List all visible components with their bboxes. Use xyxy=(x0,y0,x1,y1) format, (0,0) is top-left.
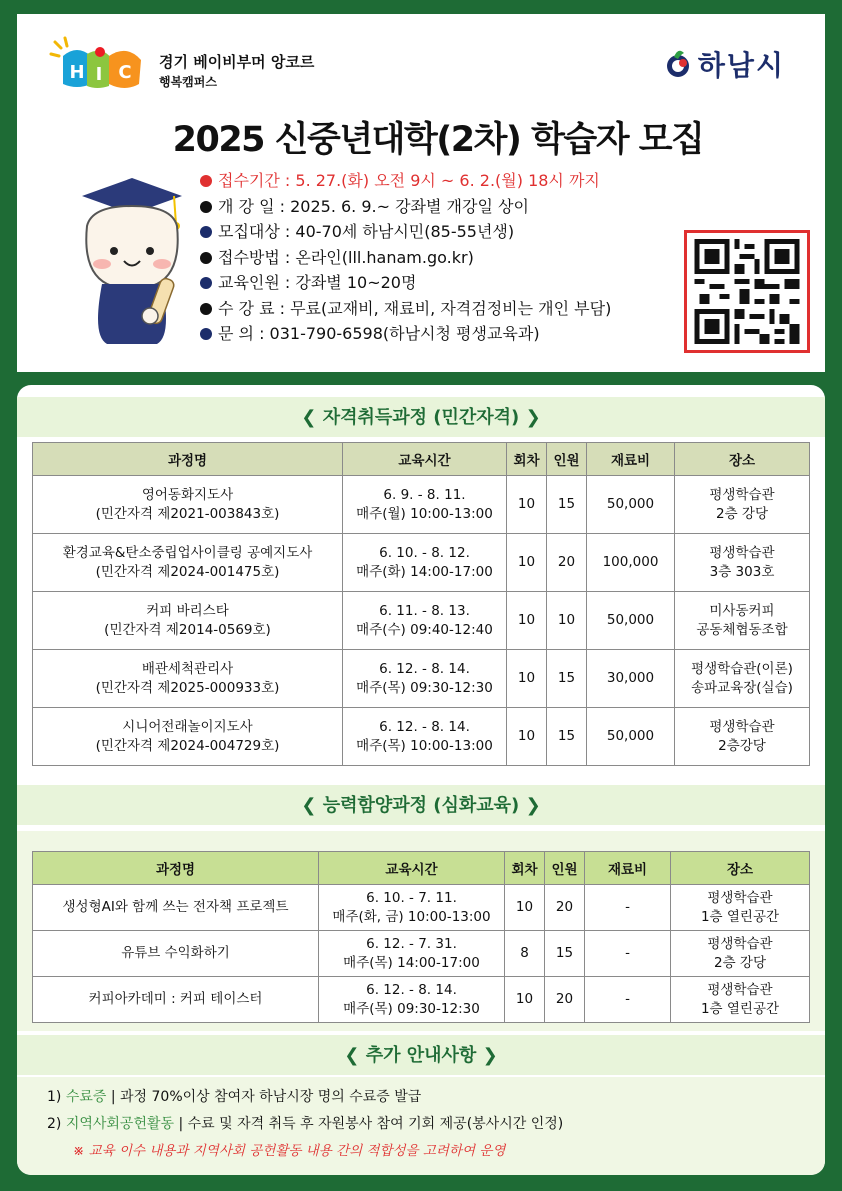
capacity-cell: 20 xyxy=(545,885,585,931)
info-row-period: 접수기간 : 5. 27.(화) 오전 9시 ~ 6. 2.(월) 18시 까지 xyxy=(200,168,611,194)
chevron-right-icon: ❯ xyxy=(525,407,541,428)
svg-text:C: C xyxy=(118,62,132,83)
table-row xyxy=(33,476,810,534)
capacity-cell: 15 xyxy=(547,708,587,766)
section3-title: ❮ 추가 안내사항 ❯ xyxy=(344,1045,498,1066)
info-row-tuition: 수 강 료 : 무료(교재비, 재료비, 자격검정비는 개인 부담) xyxy=(200,296,611,322)
course-name-cell: 환경교육&탄소중립업사이클링 공예지도사 (민간자격 제2024-001475호) xyxy=(33,534,343,592)
location-cell: 미사동커피 공동체협동조합 xyxy=(675,592,810,650)
capacity-cell: 20 xyxy=(545,977,585,1023)
chevron-left-icon: ❮ xyxy=(344,1045,360,1066)
svg-text:I: I xyxy=(95,64,103,85)
location-cell: 평생학습관 3층 303호 xyxy=(675,534,810,592)
col-material-fee: 재료비 xyxy=(585,852,671,885)
note-label: 수료증 xyxy=(65,1089,107,1105)
col-course-name: 과정명 xyxy=(33,852,319,885)
table-row xyxy=(33,534,810,592)
recruitment-info-list xyxy=(200,168,611,347)
fee-cell: 100,000 xyxy=(587,534,675,592)
sessions-cell: 8 xyxy=(505,931,545,977)
table-row xyxy=(33,885,810,931)
col-schedule: 교육시간 xyxy=(319,852,505,885)
schedule-cell: 6. 9. - 8. 11. 매주(월) 10:00-13:00 xyxy=(343,476,507,534)
qr-code-icon xyxy=(693,239,801,344)
col-location: 장소 xyxy=(671,852,810,885)
course-name-cell: 영어동화지도사 (민간자격 제2021-003843호) xyxy=(33,476,343,534)
additional-notes xyxy=(47,1084,563,1165)
schedule-cell: 6. 12. - 7. 31. 매주(목) 14:00-17:00 xyxy=(319,931,505,977)
col-sessions: 회차 xyxy=(505,852,545,885)
course-panel xyxy=(17,385,825,1175)
chevron-right-icon: ❯ xyxy=(482,1045,498,1066)
org-name xyxy=(159,52,314,91)
sessions-cell: 10 xyxy=(505,977,545,1023)
capacity-cell: 15 xyxy=(547,650,587,708)
info-row-method: 접수방법 : 온라인(lll.hanam.go.kr) xyxy=(200,245,611,271)
schedule-cell: 6. 10. - 8. 12. 매주(화) 14:00-17:00 xyxy=(343,534,507,592)
enrichment-course-table xyxy=(32,851,810,1023)
certificate-course-table xyxy=(32,442,810,766)
location-cell: 평생학습관 1층 열린공간 xyxy=(671,885,810,931)
col-capacity: 인원 xyxy=(545,852,585,885)
qr-code[interactable] xyxy=(684,230,810,353)
table-row xyxy=(33,708,810,766)
sessions-cell: 10 xyxy=(507,650,547,708)
col-sessions: 회차 xyxy=(507,443,547,476)
bullet-icon xyxy=(200,226,212,238)
course-name-cell: 배관세척관리사 (민간자격 제2025-000933호) xyxy=(33,650,343,708)
location-cell: 평생학습관 2층 강당 xyxy=(675,476,810,534)
fee-cell: 30,000 xyxy=(587,650,675,708)
org-name-line2: 행복캠퍼스 xyxy=(159,74,217,89)
note-label: 지역사회공헌활동 xyxy=(65,1116,175,1132)
col-course-name: 과정명 xyxy=(33,443,343,476)
location-cell: 평생학습관 2층강당 xyxy=(675,708,810,766)
section2-title: ❮ 능력함양과정 (심화교육) ❯ xyxy=(301,795,541,816)
happy-campus-logo xyxy=(47,36,147,92)
info-row-capacity: 교육인원 : 강좌별 10~20명 xyxy=(200,270,611,296)
city-emblem-icon xyxy=(664,49,692,79)
graduate-mascot-illustration xyxy=(62,166,192,346)
sessions-cell: 10 xyxy=(507,708,547,766)
bullet-icon xyxy=(200,252,212,264)
capacity-cell: 20 xyxy=(547,534,587,592)
table-header-row xyxy=(33,852,810,885)
schedule-cell: 6. 12. - 8. 14. 매주(목) 09:30-12:30 xyxy=(319,977,505,1023)
fee-cell: - xyxy=(585,977,671,1023)
col-schedule: 교육시간 xyxy=(343,443,507,476)
note-certificate: 1) 수료증 | 과정 70%이상 참여자 하남시장 명의 수료증 발급 xyxy=(47,1089,422,1105)
sessions-cell: 10 xyxy=(507,592,547,650)
table-row xyxy=(33,592,810,650)
schedule-cell: 6. 12. - 8. 14. 매주(목) 09:30-12:30 xyxy=(343,650,507,708)
capacity-cell: 15 xyxy=(545,931,585,977)
svg-text:H: H xyxy=(69,62,85,83)
col-material-fee: 재료비 xyxy=(587,443,675,476)
fee-cell: - xyxy=(585,931,671,977)
city-name: 하남시 xyxy=(697,49,785,82)
course-name-cell: 시니어전래놀이지도사 (민간자격 제2024-004729호) xyxy=(33,708,343,766)
fee-cell: 50,000 xyxy=(587,708,675,766)
bullet-icon xyxy=(200,303,212,315)
sessions-cell: 10 xyxy=(507,476,547,534)
info-row-target: 모집대상 : 40-70세 하남시민(85-55년생) xyxy=(200,219,611,245)
course-name-cell: 유튜브 수익화하기 xyxy=(33,931,319,977)
location-cell: 평생학습관(이론) 송파교육장(실습) xyxy=(675,650,810,708)
col-capacity: 인원 xyxy=(547,443,587,476)
info-row-start-date: 개 강 일 : 2025. 6. 9.~ 강좌별 개강일 상이 xyxy=(200,194,611,220)
fee-cell: 50,000 xyxy=(587,592,675,650)
chevron-left-icon: ❮ xyxy=(301,795,317,816)
fee-cell: 50,000 xyxy=(587,476,675,534)
org-name-line1: 경기 베이비부머 앙코르 xyxy=(159,53,315,71)
bullet-icon xyxy=(200,277,212,289)
chevron-left-icon: ❮ xyxy=(301,407,317,428)
course-name-cell: 커피 바리스타 (민간자격 제2014-0569호) xyxy=(33,592,343,650)
table-header-row xyxy=(33,443,810,476)
page-title: 2025 신중년대학(2차) 학습자 모집 xyxy=(172,120,704,160)
sessions-cell: 10 xyxy=(507,534,547,592)
schedule-cell: 6. 10. - 7. 11. 매주(화, 금) 10:00-13:00 xyxy=(319,885,505,931)
chevron-right-icon: ❯ xyxy=(525,795,541,816)
bullet-icon xyxy=(200,175,212,187)
table-row xyxy=(33,650,810,708)
bullet-icon xyxy=(200,201,212,213)
schedule-cell: 6. 12. - 8. 14. 매주(목) 10:00-13:00 xyxy=(343,708,507,766)
course-name-cell: 커피아카데미 : 커피 테이스터 xyxy=(33,977,319,1023)
course-name-cell: 생성형AI와 함께 쓰는 전자책 프로젝트 xyxy=(33,885,319,931)
schedule-cell: 6. 11. - 8. 13. 매주(수) 09:40-12:40 xyxy=(343,592,507,650)
bullet-icon xyxy=(200,328,212,340)
capacity-cell: 10 xyxy=(547,592,587,650)
fee-cell: - xyxy=(585,885,671,931)
note-warning: ※ 교육 이수 내용과 지역사회 공헌활동 내용 간의 적합성을 고려하여 운영 xyxy=(73,1143,506,1159)
note-volunteer: 2) 지역사회공헌활동 | 수료 및 자격 취득 후 자원봉사 참여 기회 제공(봉사시간 인정) xyxy=(47,1116,564,1132)
location-cell: 평생학습관 1층 열린공간 xyxy=(671,977,810,1023)
capacity-cell: 15 xyxy=(547,476,587,534)
location-cell: 평생학습관 2층 강당 xyxy=(671,931,810,977)
info-row-contact: 문 의 : 031-790-6598(하남시청 평생교육과) xyxy=(200,321,611,347)
city-logo xyxy=(664,44,785,84)
top-header-area xyxy=(17,14,825,372)
sessions-cell: 10 xyxy=(505,885,545,931)
col-location: 장소 xyxy=(675,443,810,476)
table-row xyxy=(33,977,810,1023)
table-row xyxy=(33,931,810,977)
section1-title: ❮ 자격취득과정 (민간자격) ❯ xyxy=(301,407,541,428)
